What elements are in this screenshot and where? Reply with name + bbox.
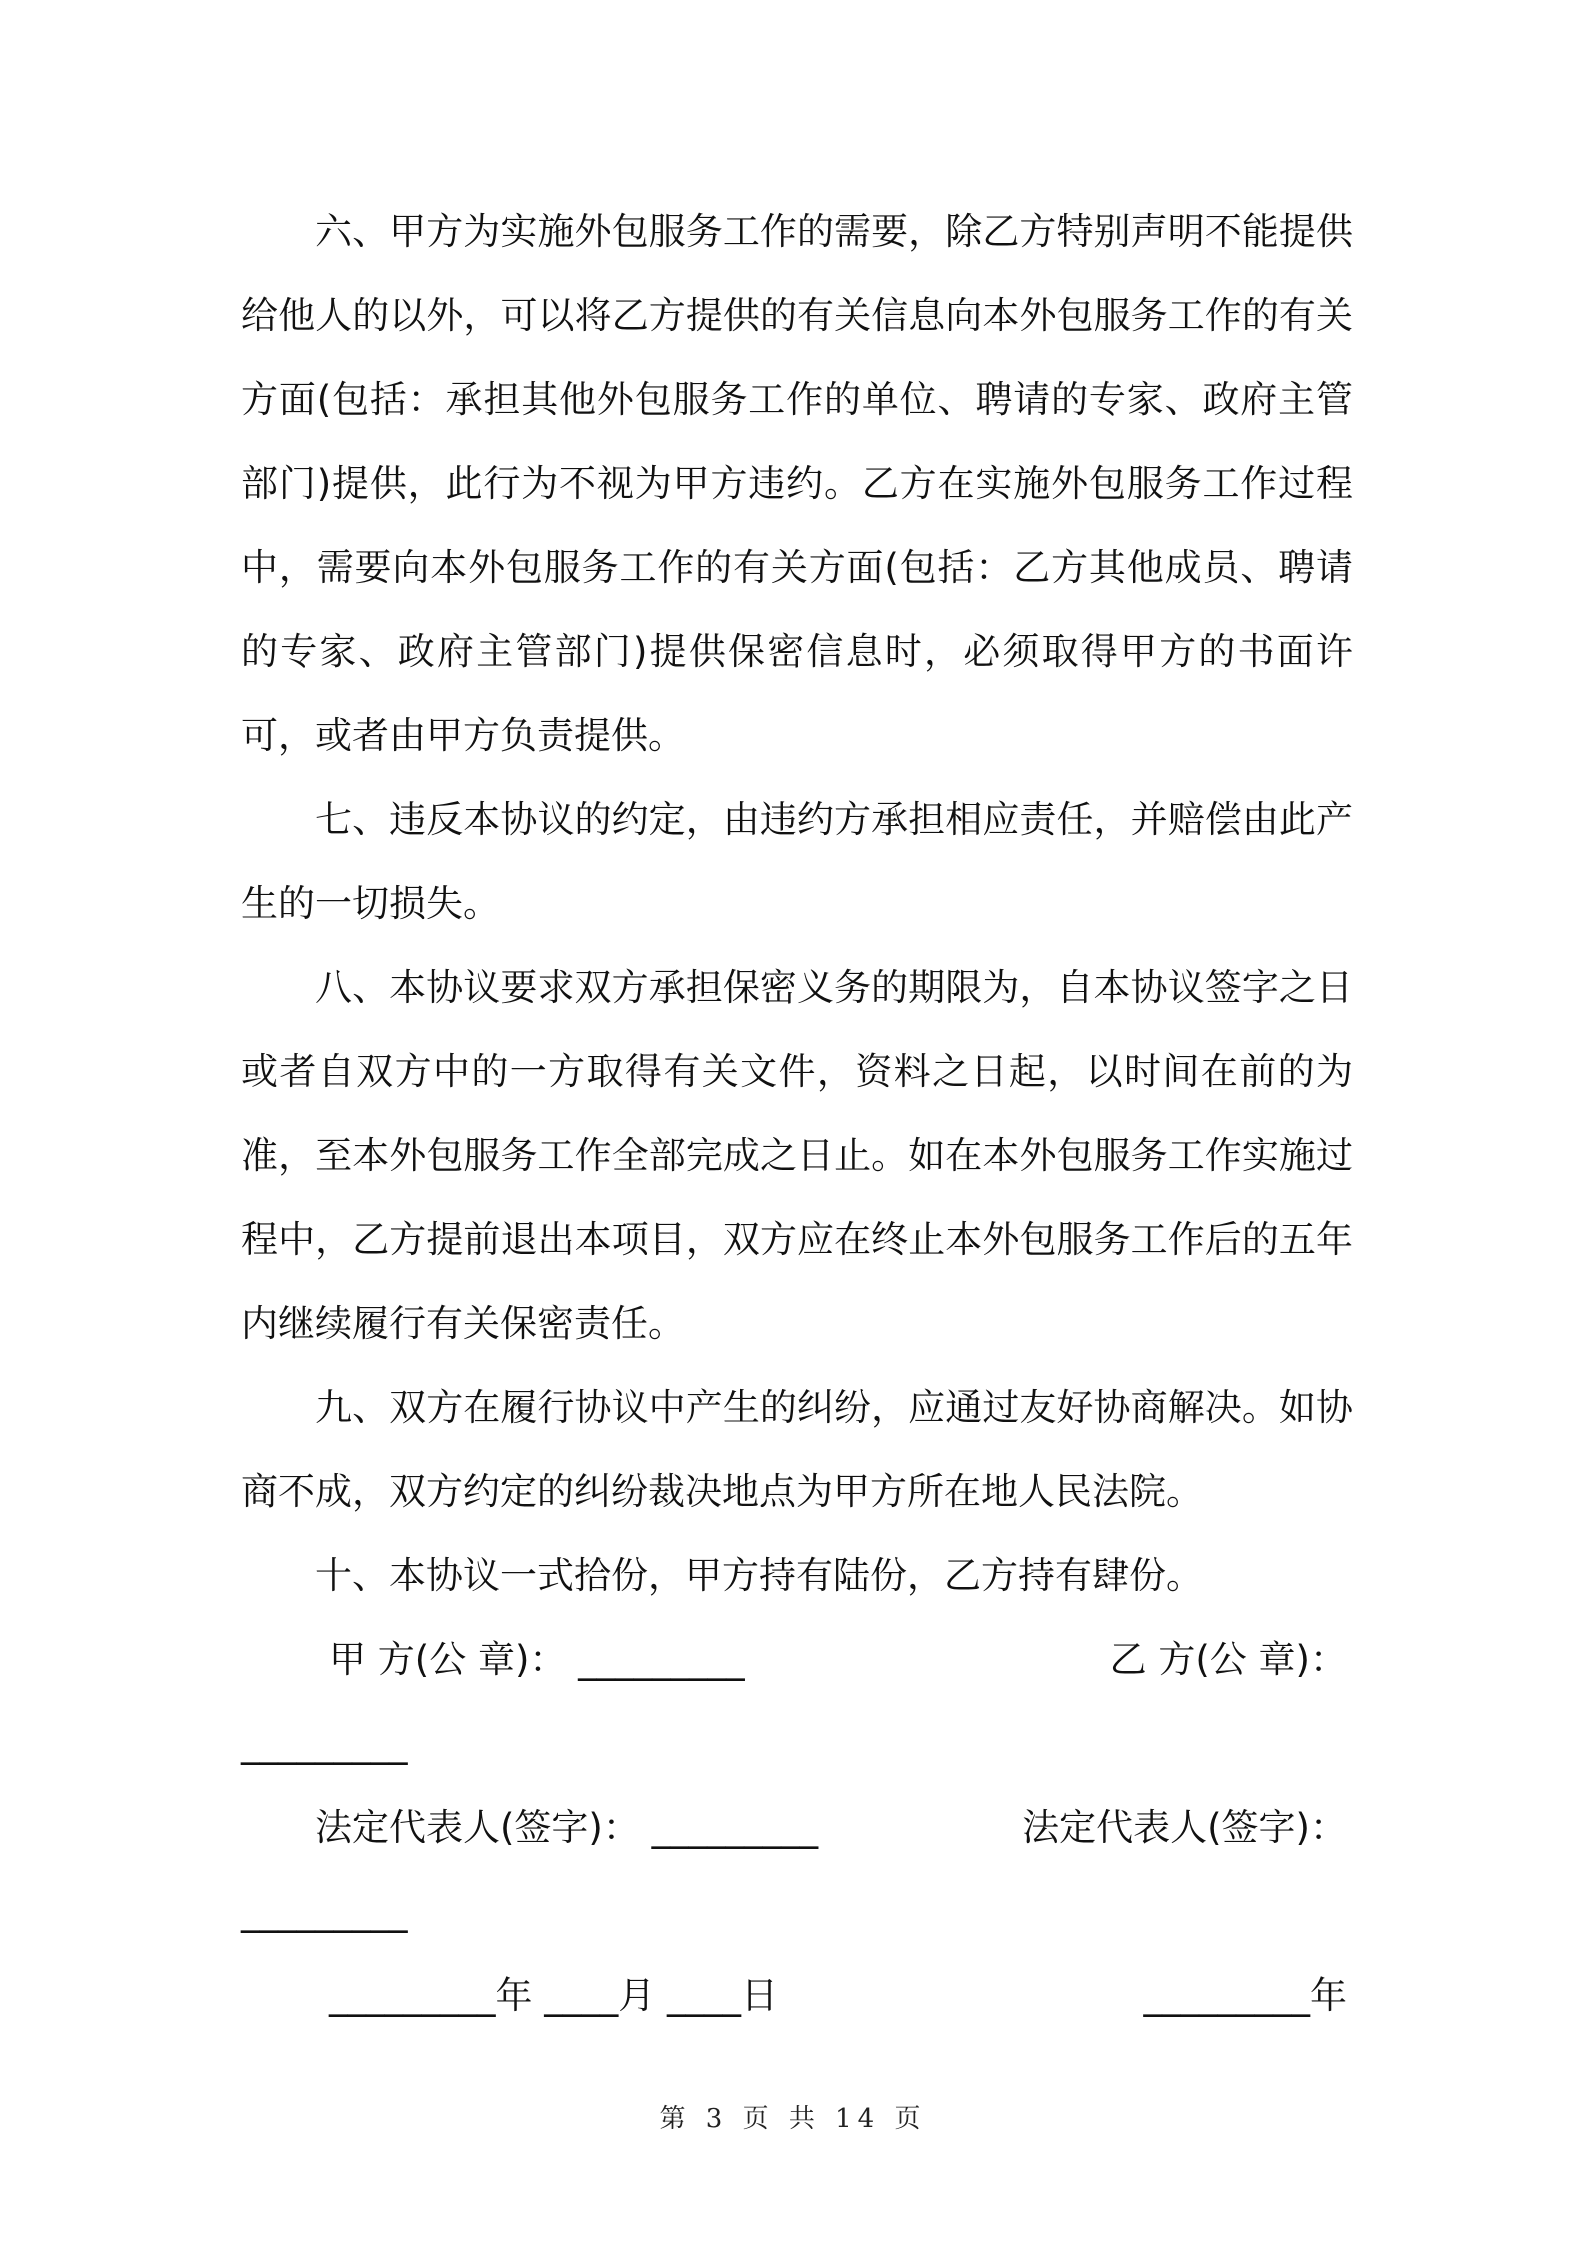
party-a-date-field: _________年 ____月 ____日 xyxy=(329,1974,779,2017)
representative-row xyxy=(241,1786,1353,1870)
clause-8: 八、本协议要求双方承担保密义务的期限为，自本协议签字之日或者自双方中的一方取得有关文件，资料之日起，以时间在前的为准，至本外包服务工作全部完成之日止。如在本外包服务工作实施过程中，乙方提前退出本项目，双方应在终止本外包服务工作后的五年内继续履行有关保密责任。 xyxy=(241,966,1353,1345)
party-b-seal-blank: _________ xyxy=(241,1722,408,1765)
party-a-seal-field: 甲 方(公 章)： _________ xyxy=(329,1638,745,1681)
party-a-representative-field: 法定代表人(签字)： _________ xyxy=(315,1806,819,1849)
party-b-date-field: _________年 xyxy=(1143,1974,1347,2017)
clause-6: 六、甲方为实施外包服务工作的需要，除乙方特别声明不能提供给他人的以外，可以将乙方提供的有关信息向本外包服务工作的有关方面(包括：承担其他外包服务工作的单位、聘请的专家、政府主管部门)提供，此行为不视为甲方违约。乙方在实施外包服务工作过程中，需要向本外包服务工作的有关方面(包括：乙方其他成员、聘请的专家、政府主管部门)提供保密信息时，必须取得甲方的书面许可，或者由甲方负责提供。 xyxy=(241,210,1353,757)
clause-7: 七、违反本协议的约定，由违约方承担相应责任，并赔偿由此产生的一切损失。 xyxy=(241,798,1353,925)
page-number: 第 3 页 共 14 页 xyxy=(659,2104,927,2134)
seal-row xyxy=(241,1618,1353,1702)
clause-9: 九、双方在履行协议中产生的纠纷，应通过友好协商解决。如协商不成，双方约定的纠纷裁决地点为甲方所在地人民法院。 xyxy=(241,1386,1353,1513)
party-b-representative-blank: _________ xyxy=(241,1890,408,1933)
document-body xyxy=(241,190,1353,2038)
party-b-representative-label: 法定代表人(签字)： xyxy=(1022,1806,1347,1849)
seal-row-continued xyxy=(241,1702,1353,1786)
representative-row-continued xyxy=(241,1870,1353,1954)
date-row xyxy=(241,1954,1353,2038)
clause-10: 十、本协议一式拾份，甲方持有陆份，乙方持有肆份。 xyxy=(315,1554,1203,1597)
party-b-seal-label: 乙 方(公 章)： xyxy=(1109,1638,1347,1681)
